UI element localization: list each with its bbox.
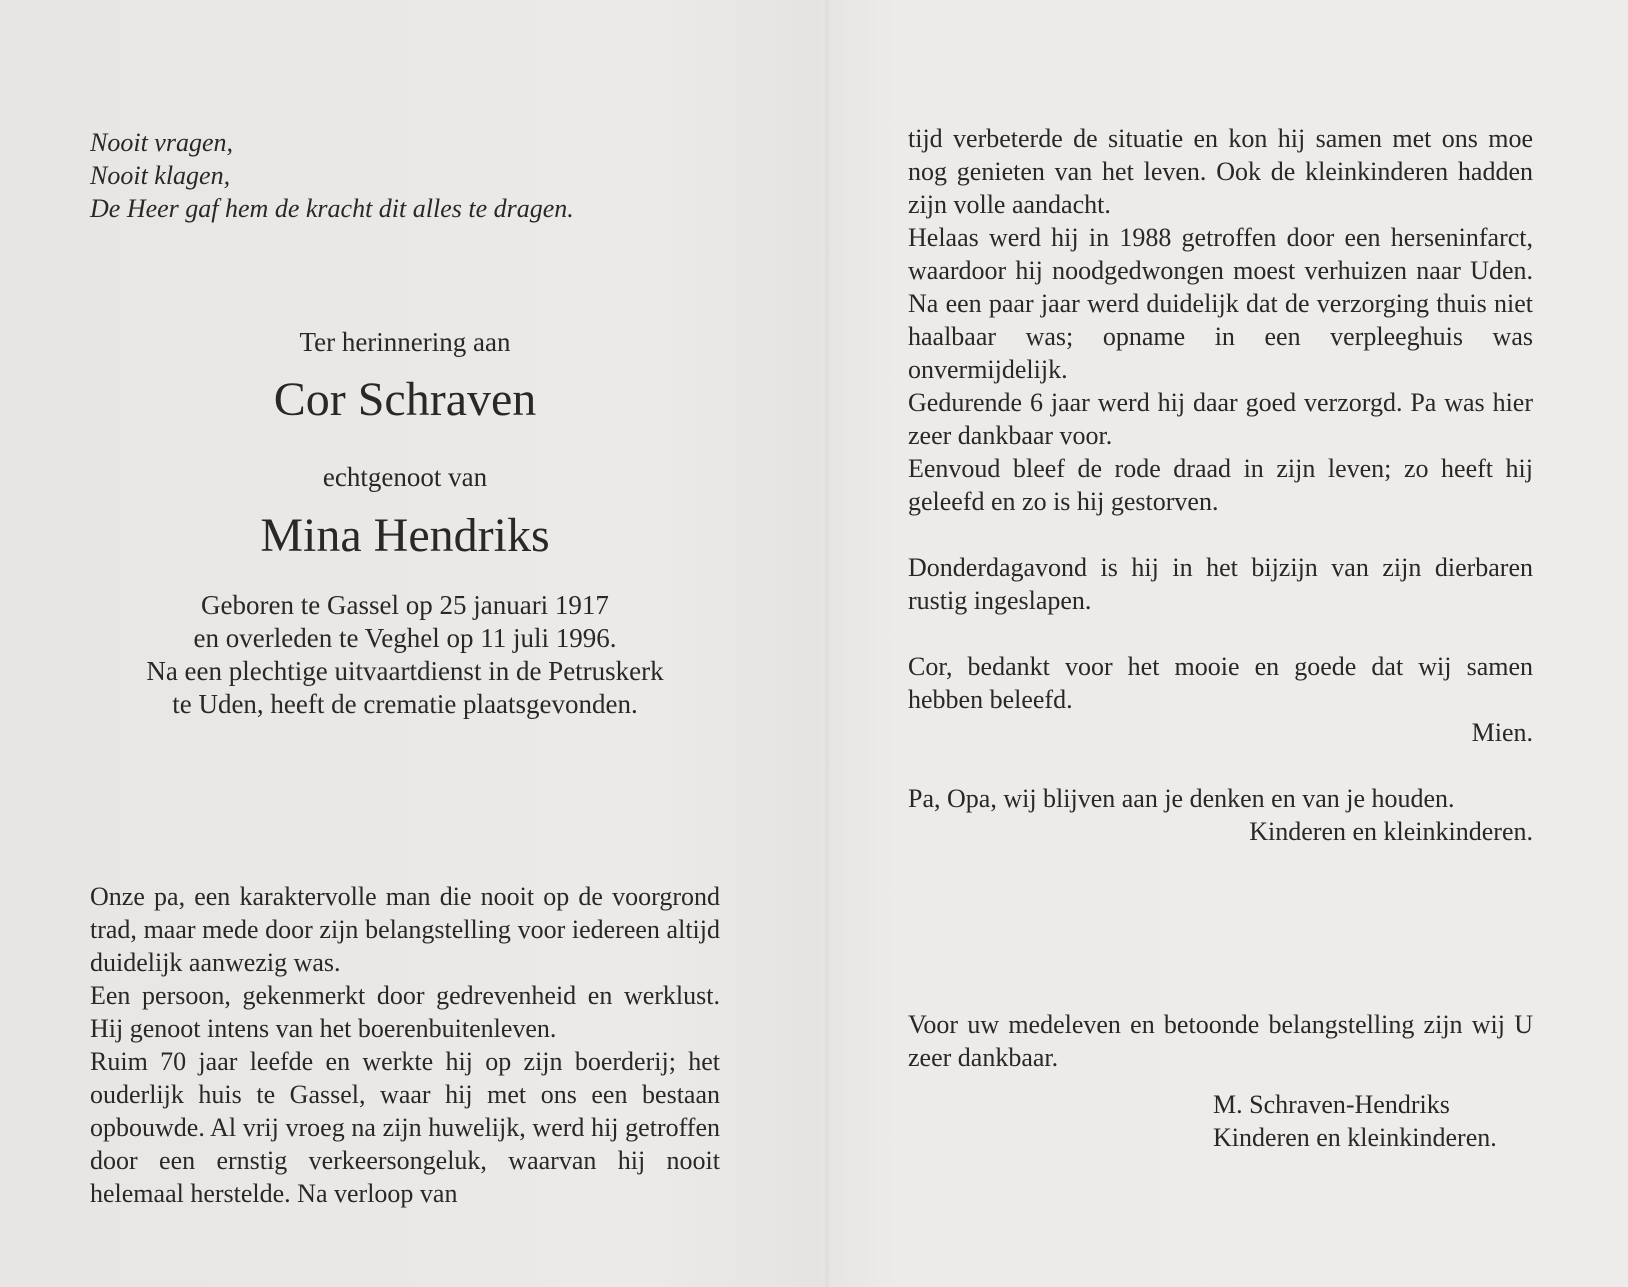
poem-line: Nooit vragen, <box>90 128 233 157</box>
dates-line: te Uden, heeft de crematie plaatsgevonden. <box>172 689 638 719</box>
signature-mien: Mien. <box>1471 718 1533 747</box>
poem <box>90 126 574 225</box>
paragraph: Cor, bedankt voor het mooie en goede dat wij samen hebben beleefd. <box>908 652 1533 714</box>
paragraph: Een persoon, gekenmerkt door gedrevenheid en werklust. Hij genoot intens van het boerenbuitenleven. <box>90 981 720 1043</box>
biography-right <box>908 122 1533 1154</box>
poem-line: Nooit klagen, <box>90 161 231 190</box>
spouse-label: echtgenoot van <box>322 462 488 492</box>
dates-line: Geboren te Gassel op 25 januari 1917 <box>201 590 609 620</box>
dates-line: en overleden te Veghel op 11 juli 1996. <box>193 623 617 653</box>
card-fold <box>824 0 830 1287</box>
paragraph: Onze pa, een karaktervolle man die nooit op de voorgrond trad, maar mede door zijn belangstelling voor iedereen altijd duidelijk aanwezig was. <box>90 882 720 977</box>
signature-children: Kinderen en kleinkinderen. <box>1249 817 1533 846</box>
signature-family: M. Schraven-Hendriks <box>1213 1090 1450 1119</box>
paragraph: Pa, Opa, wij blijven aan je denken en van je houden. <box>908 784 1455 813</box>
paragraph: Donderdagavond is hij in het bijzijn van zijn dierbaren rustig ingeslapen. <box>908 553 1533 615</box>
intro-text: Ter herinnering aan <box>299 327 511 357</box>
biography-left <box>90 880 720 1210</box>
poem-line: De Heer gaf hem de kracht dit alles te dragen. <box>90 194 574 223</box>
paragraph: Helaas werd hij in 1988 getroffen door een herseninfarct, waardoor hij noodgedwongen moest verhuizen naar Uden. Na een paar jaar werd duidelijk dat de verzorging thuis niet haalbaar was; opname in een verpleeghuis was onvermijdelijk. <box>908 223 1533 384</box>
paragraph: Gedurende 6 jaar werd hij daar goed verzorgd. Pa was hier zeer dankbaar voor. <box>908 388 1533 450</box>
thanks-paragraph: Voor uw medeleven en betoonde belangstelling zijn wij U zeer dankbaar. <box>908 1010 1533 1072</box>
signature-family-children: Kinderen en kleinkinderen. <box>1213 1123 1497 1152</box>
dates-line: Na een plechtige uitvaartdienst in de Petruskerk <box>146 656 664 686</box>
life-dates <box>90 589 720 721</box>
spouse-name: Mina Hendriks <box>260 509 550 562</box>
paragraph: Eenvoud bleef de rode draad in zijn leven; zo heeft hij geleefd en zo is hij gestorven. <box>908 454 1533 516</box>
paragraph: tijd verbeterde de situatie en kon hij samen met ons moe nog genieten van het leven. Ook de kleinkinderen hadden zijn volle aandacht. <box>908 124 1533 219</box>
paragraph: Ruim 70 jaar leefde en werkte hij op zijn boerderij; het ouderlijk huis te Gassel, waar hij met ons een bestaan opbouwde. Al vrij vroeg na zijn huwelijk, werd hij getroffen door een ernstig verkeersongeluk, waarvan hij nooit helemaal herstelde. Na verloop van <box>90 1047 720 1208</box>
deceased-name: Cor Schraven <box>273 373 537 426</box>
